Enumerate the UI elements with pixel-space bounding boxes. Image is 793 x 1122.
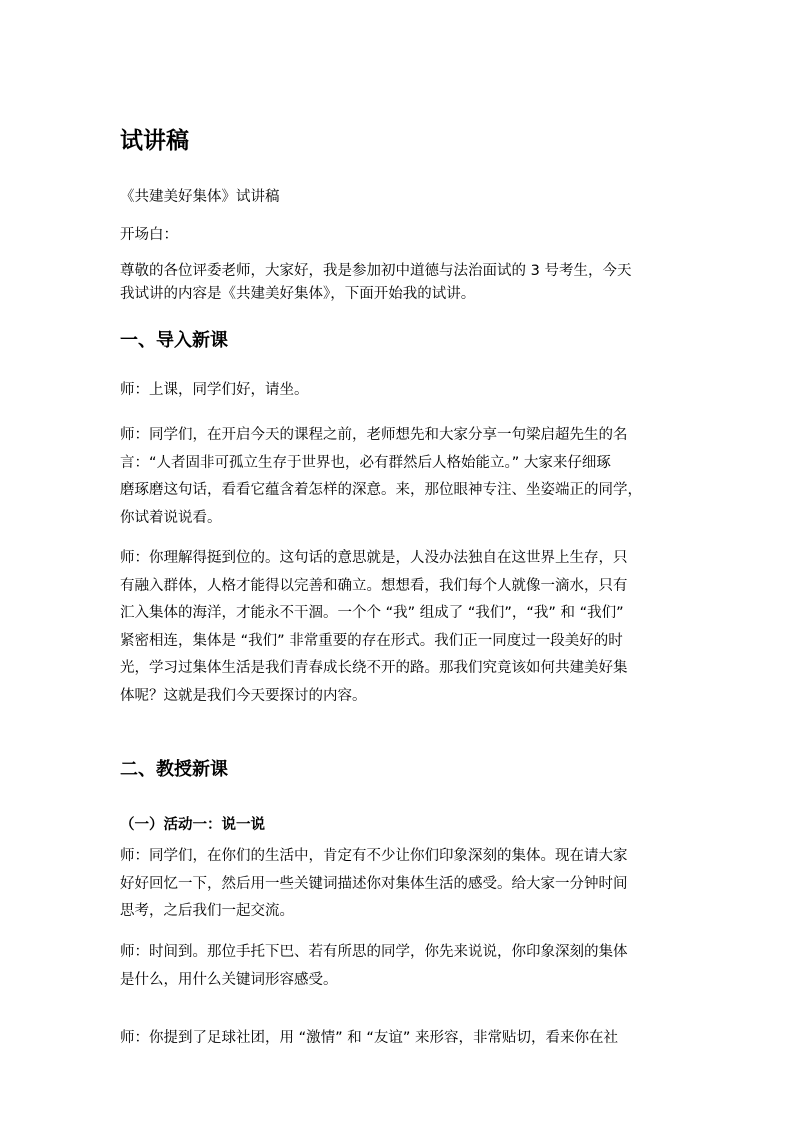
document-subtitle: 《共建美好集体》试讲稿 — [120, 189, 280, 205]
section-heading-teaching: 二、教授新课 — [120, 759, 228, 780]
text-line: 磨琢磨这句话，看看它蕴含着怎样的深意。来，那位眼神专注、坐姿端正的同学， — [120, 482, 642, 498]
text-line: 体呢？这就是我们今天要探讨的内容。 — [120, 687, 367, 704]
paragraph — [120, 422, 676, 532]
text-line: 师：你提到了足球社团，用 “激情” 和 “友谊” 来形容，非常贴切，看来你在社 — [120, 1030, 618, 1046]
text-line: 师：你理解得挺到位的。这句话的意思就是，人没办法独自在这世界上生存，只 — [120, 550, 628, 566]
text-line: 师：同学们，在你们的生活中，肯定有不少让你们印象深刻的集体。现在请大家 — [120, 848, 628, 864]
text-line: 尊敬的各位评委老师，大家好，我是参加初中道德与法治面试的 3 号考生，今天 — [120, 263, 632, 279]
text-line: 我试讲的内容是《共建美好集体》，下面开始我的试讲。 — [120, 286, 476, 302]
text-line: 师：同学们，在开启今天的课程之前，老师想先和大家分享一句梁启超先生的名 — [120, 427, 628, 443]
paragraph — [120, 1025, 676, 1053]
text-line: 有融入群体，人格才能得以完善和确立。想想看，我们每个人就像一滴水，只有 — [120, 577, 628, 594]
text-line: 是什么，用什么关键词形容感受。 — [120, 971, 338, 988]
opening-label: 开场白： — [120, 227, 178, 243]
section-heading-intro: 一、导入新课 — [120, 330, 228, 351]
paragraph — [120, 545, 676, 710]
paragraph: 师：上课，同学们好，请坐。 — [120, 382, 309, 398]
subsection-heading: （一）活动一：说一说 — [120, 817, 265, 833]
paragraph — [120, 939, 676, 994]
text-line: 光，学习过集体生活是我们青春成长绕不开的路。那我们究竟该如何共建美好集 — [120, 660, 628, 676]
text-line: 言：“人者固非可孤立生存于世界也，必有群然后人格始能立。” 大家来仔细琢 — [120, 454, 611, 471]
paragraph — [120, 843, 676, 926]
text-line: 好好回忆一下，然后用一些关键词描述你对集体生活的感受。给大家一分钟时间 — [120, 875, 628, 892]
text-line: 紧密相连，集体是 “我们” 非常重要的存在形式。我们正一同度过一段美好的时 — [120, 632, 623, 649]
text-line: 思考，之后我们一起交流。 — [120, 903, 294, 919]
page-title: 试讲稿 — [120, 128, 189, 154]
text-line: 汇入集体的海洋，才能永不干涸。一个个 “我” 组成了 “我们”，“我” 和 “我们” — [120, 605, 624, 621]
text-line: 师：时间到。那位手托下巴、若有所思的同学，你先来说说，你印象深刻的集体 — [120, 944, 628, 960]
text-line: 你试着说说看。 — [120, 509, 222, 526]
opening-paragraph — [120, 260, 676, 306]
